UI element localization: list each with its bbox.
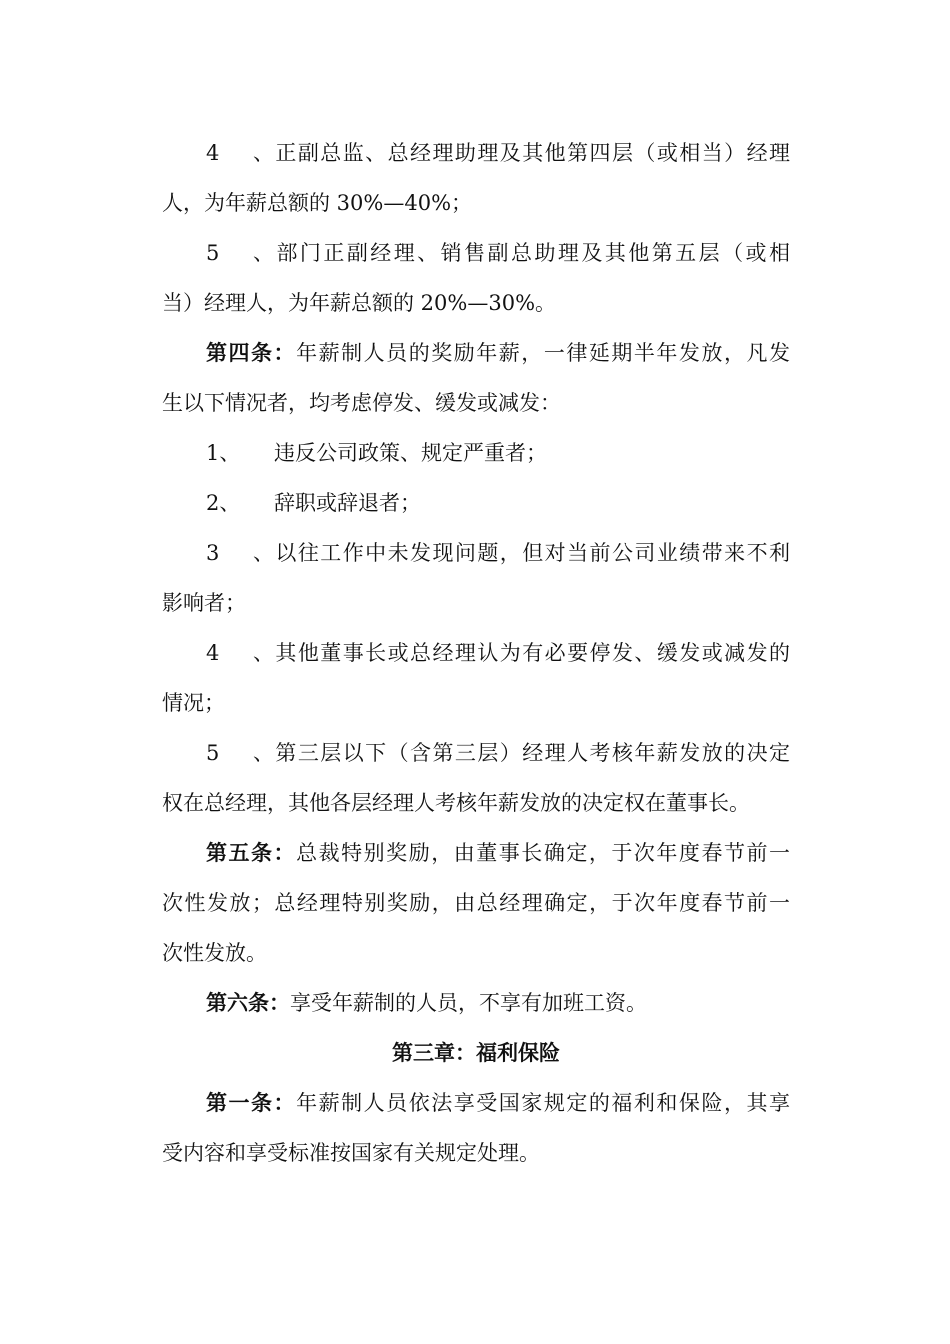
article-5-line-1 [162, 828, 790, 878]
article-6-text: 享受年薪制的人员，不享有加班工资。 [290, 991, 647, 1015]
list-b-item-4-line-2: 情况； [162, 691, 225, 715]
article-4-text: 年薪制人员的奖励年薪，一律延期半年发放，凡发 [296, 341, 791, 365]
list-b-item-3-line-1 [162, 528, 790, 578]
list-item-number: 4、 [206, 641, 274, 665]
list-item-text: 其他董事长或总经理认为有必要停发、缓发或减发的 [274, 641, 790, 665]
list-item-number: 2、 [206, 491, 241, 515]
article-5-label: 第五条： [206, 840, 297, 865]
article-4-label: 第四条： [206, 340, 297, 365]
chapter-3-article-1-line-2: 受内容和享受标准按国家有关规定处理。 [162, 1141, 540, 1165]
list-b-item-3-line-2: 影响者； [162, 591, 246, 615]
article-6 [162, 978, 790, 1028]
list-a-item-5-line-2: 当）经理人，为年薪总额的 20%—30%。 [162, 291, 557, 315]
article-6-label: 第六条： [206, 990, 290, 1015]
article-5-line-2: 次性发放；总经理特别奖励，由总经理确定，于次年度春节前一 [162, 891, 790, 915]
list-a-item-4-line-1 [162, 128, 790, 178]
list-item-number: 5、 [206, 741, 274, 765]
list-b-item-1 [162, 428, 790, 478]
article-5-text: 总裁特别奖励，由董事长确定，于次年度春节前一 [296, 841, 791, 865]
list-item-text: 以往工作中未发现问题，但对当前公司业绩带来不利 [274, 541, 790, 565]
list-item-number: 4、 [206, 141, 274, 165]
article-4-line-1 [162, 328, 790, 378]
list-b-item-4-line-1 [162, 628, 790, 678]
list-item-number: 1、 [206, 441, 241, 465]
list-b-item-2 [162, 478, 790, 528]
list-item-text: 辞职或辞退者； [274, 491, 421, 515]
list-a-item-5-line-1 [162, 228, 790, 278]
list-item-text: 部门正副经理、销售副总助理及其他第五层（或相 [274, 241, 790, 265]
list-b-item-5-line-2: 权在总经理，其他各层经理人考核年薪发放的决定权在董事长。 [162, 791, 750, 815]
list-item-number: 3、 [206, 541, 274, 565]
chapter-3-article-1-line-1 [162, 1078, 790, 1128]
list-item-text: 正副总监、总经理助理及其他第四层（或相当）经理 [274, 141, 790, 165]
list-item-text: 违反公司政策、规定严重者； [274, 441, 547, 465]
chapter-3-title: 第三章：福利保险 [392, 1040, 560, 1065]
list-item-text: 第三层以下（含第三层）经理人考核年薪发放的决定 [274, 741, 790, 765]
article-5-line-3: 次性发放。 [162, 941, 267, 965]
chapter-3-article-1-label: 第一条： [206, 1090, 297, 1115]
list-a-item-4-line-2: 人，为年薪总额的 30%—40%； [162, 191, 473, 215]
chapter-3-article-1-text: 年薪制人员依法享受国家规定的福利和保险，其享 [296, 1091, 791, 1115]
list-item-number: 5、 [206, 241, 274, 265]
article-4-line-2: 生以下情况者，均考虑停发、缓发或减发： [162, 391, 561, 415]
document-page [162, 128, 790, 1178]
list-b-item-5-line-1 [162, 728, 790, 778]
